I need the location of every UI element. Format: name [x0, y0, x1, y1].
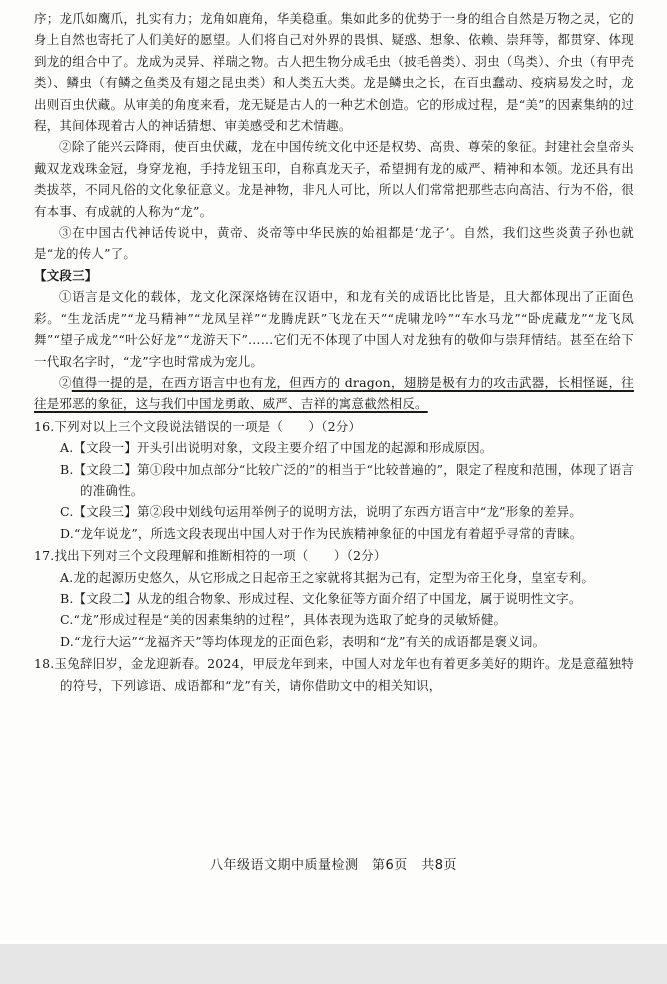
paragraph-number: ②: [59, 374, 72, 390]
page-footer: 八年级语文期中质量检测 第6页 共8页: [209, 858, 458, 873]
question-18: [34, 653, 634, 696]
question-17: [34, 545, 634, 652]
passage3-heading: 【文段三】: [34, 267, 98, 283]
question-17-option-c: C.“龙”形成过程是“美的因素集纳的过程”，具体表现为选取了蛇身的灵敏矫健。: [60, 612, 507, 628]
question-17-option-b: B.【文段二】从龙的组合物象、形成过程、文化象征等方面介绍了中国龙，属于说明性文字。: [60, 590, 582, 606]
passage3-paragraph-2: [34, 372, 634, 415]
passage2-paragraph-2: ②除了能兴云降雨，使百虫伏藏，龙在中国传统文化中还是权势、高贵、尊荣的象征。封建社会皇帝头戴双龙戏珠金冠，身穿龙袍，手持龙钮玉印，自称真龙天子，希望拥有龙的威严、精神和本领。龙还具有出类拔萃，不同凡俗的文化象征意义。龙是神物，非凡人可比，所以人们常常把那些志向高洁、行为不俗，很有本事、有成就的人称为“龙”。: [34, 139, 634, 219]
question-17-option-d: D.“龙行大运”“龙福齐天”等均体现龙的正面色彩，表明和“龙”有关的成语都是褒义词。: [60, 633, 546, 649]
underlined-sentence: 值得一提的是，在西方语言中也有龙，但西方的 dragon，翅膀是极有力的攻击武器，长相怪诞，往往是邪恶的象征，这与我们中国龙勇敢、威严、吉祥的寓意截然相反。: [34, 374, 634, 412]
page-content: [34, 8, 634, 696]
passage3-paragraph-1: ①语言是文化的载体，龙文化深深烙铸在汉语中，和龙有关的成语比比皆是，且大都体现出了正面色彩。“生龙活虎”“龙马精神”“龙凤呈祥”“龙腾虎跃”飞龙在天”“虎啸龙吟”“车水马龙”“卧虎藏龙”“龙飞凤舞”“望子成龙”“叶公好龙”“龙游天下”……它们无不体现了中国人对龙独有的敬仰与崇拜情结。甚至在给下一代取名字时，“龙”字也时常成为宠儿。: [34, 289, 634, 369]
question-17-option-a: A.龙的起源历史悠久，从它形成之日起帝王之家就将其据为己有，定型为帝王化身，皇室专利。: [60, 569, 595, 585]
question-16: [34, 416, 634, 544]
question-16-option-d: D.“龙年说龙”，所选文段表现出中国人对于作为民族精神象征的中国龙有着超乎寻常的青睐。: [60, 525, 583, 541]
passage2-paragraph-3: ③在中国古代神话传说中，黄帝、炎帝等中华民族的始祖都是‘龙子’。自然，我们这些炎黄子孙也就是“龙的传人”了。: [34, 225, 634, 262]
question-16-option-a: A.【文段一】开头引出说明对象，文段主要介绍了中国龙的起源和形成原因。: [60, 440, 493, 456]
question-17-stem: 17.找出下列对三个文段理解和推断相符的一项（ ）（2分）: [34, 548, 387, 564]
question-18-stem: 18.玉兔辞旧岁，金龙迎新春。2024，甲辰龙年到来，中国人对龙年也有着更多美好的期许。龙是意蕴独特的符号，下列谚语、成语都和“龙”有关，请你借助文中的相关知识，: [34, 656, 634, 693]
question-16-option-c: C.【文段三】第②段中划线句运用举例子的说明方法，说明了东西方语言中“龙”形象的差异。: [60, 504, 582, 520]
viewer-bottom-bar: [0, 944, 667, 984]
question-16-option-b: B.【文段二】第①段中加点部分“比较广泛的”的相当于“比较普遍的”，限定了程度和范围，体现了语言的准确性。: [60, 461, 634, 498]
question-16-stem: 16.下列对以上三个文段说法错误的一项是（ ）（2分）: [34, 418, 362, 434]
passage2-paragraph-1-cont: 序；龙爪如鹰爪，扎实有力；龙角如鹿角，华美稳重。集如此多的优势于一身的组合自然是万物之灵，它的身上自然也寄托了人们美好的愿望。人们将自己对外界的畏惧、疑惑、想象、依赖、崇拜等，都贯穿、体现到龙的组合中了。龙成为灵异、祥瑞之物。古人把生物分成毛虫（披毛兽类）、羽虫（鸟类）、介虫（有甲壳类）、鳞虫（有鳞之鱼类及有翅之昆虫类）和人类五大类。龙是鳞虫之长，在百虫蠢动、疫病易发之时，龙出则百虫伏藏。从审美的角度来看，龙无疑是古人的一种艺术创造。它的形成过程，是“美”的因素集纳的过程，其间体现着古人的神话猜想、审美感受和艺术情趣。: [34, 11, 634, 134]
